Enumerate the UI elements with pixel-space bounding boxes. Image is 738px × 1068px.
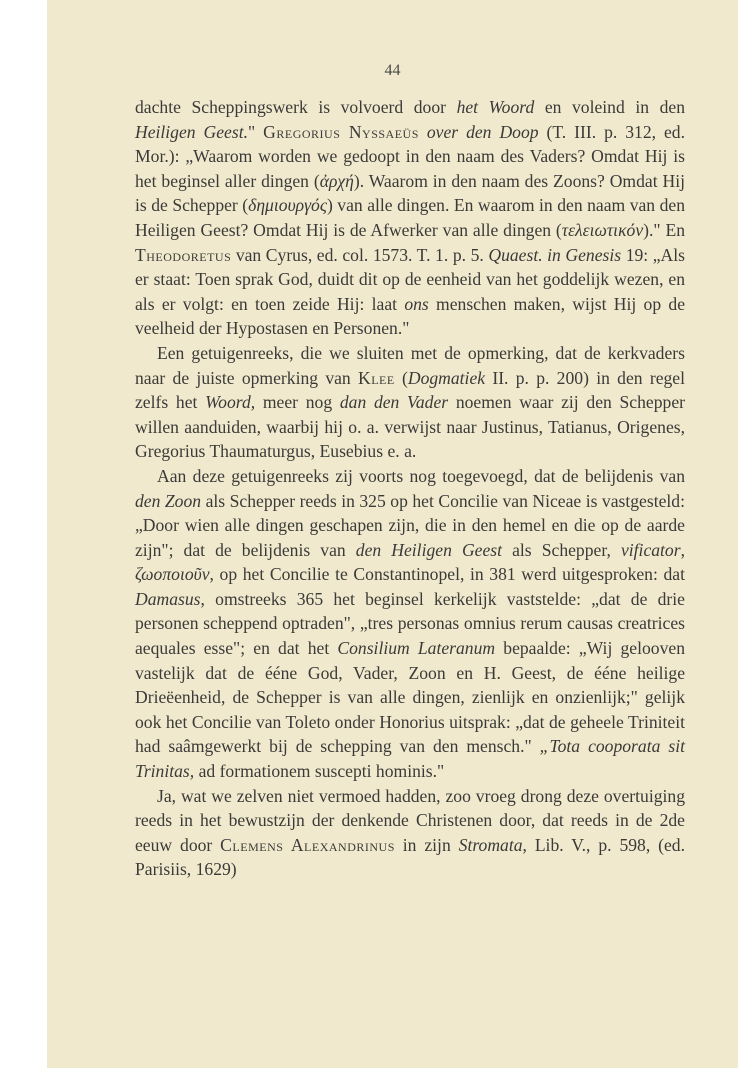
text-run: als Schepper reeds in 325 op het Concilie van Niceae is vastgesteld: „Door wien alle dingen geschapen zijn, die in den hemel en die op de aarde zijn"; dat de belijdenis van bbox=[135, 490, 685, 560]
text-run: Een getuigenreeks, die we sluiten met de opmerking, dat de kerkvaders naar de juiste opmerking van bbox=[135, 342, 685, 388]
body-text bbox=[135, 95, 685, 882]
text-run: ). Waarom in den naam des Zoons? Omdat Hij is de Schepper ( bbox=[135, 170, 685, 216]
italic-text: Heiligen Geest. bbox=[135, 121, 248, 142]
italic-text: τελειωτικόν bbox=[561, 219, 644, 240]
paragraph-1 bbox=[135, 95, 685, 341]
italic-text: vificator bbox=[620, 539, 681, 560]
italic-text: dan den Vader bbox=[339, 392, 449, 413]
paragraph-4 bbox=[135, 784, 685, 882]
text-run: 19: „Als er staat: Toen sprak God, duidt dit op de eenheid van het goddelijk wezen, en als er volgt: en toen zeide Hij: laat bbox=[135, 244, 685, 314]
italic-text: over den Doop bbox=[426, 121, 539, 142]
text-run: " bbox=[248, 121, 264, 142]
text-run: II. p. p. 200) in den regel zelfs het bbox=[135, 367, 685, 413]
small-caps-name: Clemens Alexandrinus bbox=[220, 834, 395, 855]
text-run: noemen waar zij den Schepper willen aanduiden, waarbij hij o. a. verwijst naar Justinus, Tatianus, Origenes, Gregorius Thaumaturgus, Eusebius e. a. bbox=[135, 392, 685, 462]
text-run: (T. III. p. 312, ed. Mor.): „Waarom worden we gedoopt in den naam des Vaders? Omdat Hij is het beginsel aller dingen ( bbox=[135, 121, 686, 191]
text-run: van Cyrus, ed. col. 1573. T. 1. p. 5. bbox=[231, 244, 489, 265]
text-run: , op het Concilie te Constantinopel, in 381 werd uitgesproken: dat bbox=[209, 564, 685, 585]
small-caps-name: Klee bbox=[358, 367, 395, 388]
text-run bbox=[419, 122, 427, 142]
text-run: ad formationem suscepti hominis." bbox=[194, 761, 445, 782]
page-number: 44 bbox=[384, 62, 401, 79]
text-run: in zijn bbox=[394, 834, 459, 855]
book-page bbox=[47, 0, 738, 1068]
italic-text: δημιουργός bbox=[248, 195, 327, 216]
text-run: Ja, wat we zelven niet vermoed hadden, zoo vroeg drong deze overtuiging reeds in het bewustzijn der denkende Christenen door, dat reeds in de 2de eeuw door bbox=[135, 785, 685, 855]
text-run: meer nog bbox=[255, 392, 340, 413]
italic-text: Quaest. in Genesis bbox=[488, 244, 622, 265]
text-run: , omstreeks 365 het beginsel kerkelijk vaststelde: „dat de drie personen scheppend optraden", „tres personas omnius rerum causas creatrices aequales esse"; en dat het bbox=[135, 588, 685, 659]
text-run: ) van alle dingen. En waarom in den naam van den Heiligen Geest? Omdat Hij is de Afwerker van alle dingen ( bbox=[135, 195, 686, 240]
italic-text: Stromata bbox=[458, 834, 523, 855]
small-caps-name: Theodoretus bbox=[135, 244, 232, 265]
italic-text: Dogmatiek bbox=[407, 367, 486, 388]
paragraph-3 bbox=[135, 464, 685, 784]
italic-text: den Heiligen Geest bbox=[355, 539, 503, 560]
text-run: , Lib. V., p. 598, (ed. Parisiis, 1629) bbox=[135, 834, 685, 880]
text-run: , bbox=[680, 539, 685, 560]
italic-text: het Woord bbox=[456, 97, 535, 117]
text-run: als Schepper, bbox=[502, 539, 621, 560]
text-run: menschen maken, wijst Hij op de veelheid der Hypostasen en Personen." bbox=[135, 293, 686, 339]
text-run: dachte Scheppingswerk is volvoerd door bbox=[135, 97, 457, 117]
italic-text: ζωοποιοῦν bbox=[135, 564, 210, 585]
text-run: Aan deze getuigenreeks zij voorts nog toegevoegd, dat de belijdenis van bbox=[157, 465, 685, 486]
italic-text: Damasus bbox=[135, 588, 201, 609]
italic-text: den Zoon bbox=[135, 490, 202, 511]
italic-text: Woord, bbox=[205, 392, 256, 413]
small-caps-name: Gregorius Nyssaeüs bbox=[263, 121, 419, 142]
text-run: bepaalde: „Wij gelooven vastelijk dat de ééne God, Vader, Zoon en H. Geest, de ééne heilige Drieëenheid, de Schepper is van alle dingen, zienlijk en onzienlijk;" gelijk ook het Concilie van Toleto onder Honorius uitsprak: „dat de geheele Triniteit had saâmgewerkt bij de schepping van den mensch." bbox=[135, 638, 685, 757]
italic-text: Consilium Lateranum bbox=[337, 638, 496, 659]
text-run: ( bbox=[394, 367, 408, 388]
italic-text: ἀρχή bbox=[319, 170, 354, 191]
paragraph-2 bbox=[135, 341, 685, 464]
italic-text: ons bbox=[404, 293, 429, 314]
italic-text: „Tota cooporata sit Trinitas, bbox=[135, 736, 685, 782]
text-run: )." En bbox=[643, 219, 685, 240]
text-run: en voleind in den bbox=[534, 97, 685, 117]
